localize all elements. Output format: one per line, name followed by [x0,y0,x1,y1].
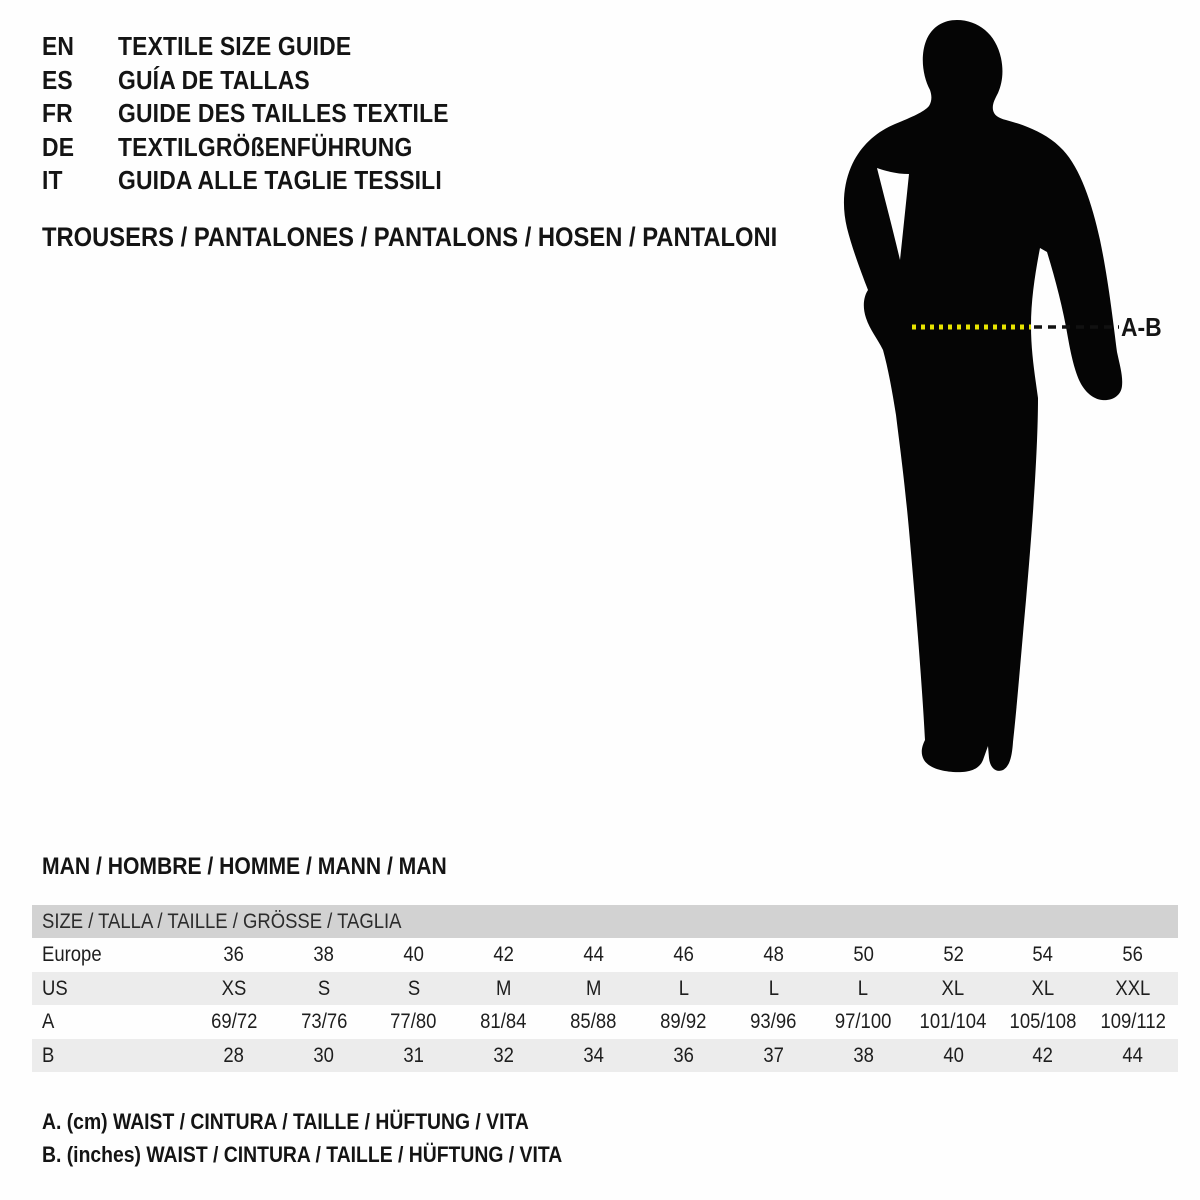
note-a-cm: A. (cm) WAIST / CINTURA / TAILLE / HÜFTUNG / VITA [42,1109,529,1134]
man-silhouette-path [844,20,1122,772]
note-b-inches: B. (inches) WAIST / CINTURA / TAILLE / HÜFTUNG / VITA [42,1141,563,1167]
language-block [42,30,494,198]
table-cell: M [495,976,512,1000]
language-row-fr [42,97,494,131]
table-cell: 97/100 [835,1010,892,1033]
language-code: FR [42,98,73,129]
table-cell: 32 [493,1043,514,1067]
table-cell: S [317,976,331,1000]
table-cell: 36 [673,1043,694,1067]
table-cell: 40 [403,943,425,966]
table-cell: XXL [1115,976,1151,1000]
language-code: EN [42,31,75,62]
table-cell: 40 [942,1043,964,1067]
table-cell: 56 [1122,943,1144,966]
table-cell: 34 [583,1043,604,1067]
guide-title: GUIDE DES TAILLES TEXTILE [118,98,449,129]
table-row-us [32,972,1178,1006]
table-cell: 38 [853,1043,874,1067]
table-cell: 36 [223,943,245,966]
table-cell: 69/72 [210,1010,258,1033]
size-table [32,905,1178,1072]
table-row-a-cm [32,1005,1178,1039]
table-cell: 42 [1032,1043,1054,1067]
table-cell: 30 [313,1043,335,1067]
table-cell: 48 [763,943,784,966]
size-table-header-text: SIZE / TALLA / TAILLE / GRÖSSE / TAGLIA [42,910,402,933]
table-cell: 52 [942,943,964,966]
table-cell: 73/76 [300,1010,347,1033]
row-label: A [42,1010,55,1033]
guide-title: GUIDA ALLE TAGLIE TESSILI [118,165,442,196]
table-cell: L [768,976,779,1000]
language-row-en [42,30,494,64]
guide-title: TEXTILE SIZE GUIDE [118,31,352,62]
row-label: Europe [42,943,102,966]
table-cell: L [858,976,869,1000]
table-cell: XL [1031,976,1055,1000]
table-cell: 44 [583,943,604,966]
language-code: DE [42,131,75,162]
language-row-es [42,64,494,98]
measure-label-text: A-B [1121,312,1162,342]
row-label: B [42,1043,55,1067]
table-cell: 85/88 [570,1010,617,1033]
table-cell: 81/84 [480,1010,527,1033]
category-title: TROUSERS / PANTALONES / PANTALONS / HOSEN / PANTALONI [42,222,778,252]
table-cell: 93/96 [750,1010,797,1033]
table-cell: 50 [853,943,874,966]
table-cell: 105/108 [1009,1010,1077,1033]
table-cell: 46 [673,943,694,966]
table-cell: L [678,976,689,1000]
table-cell: 109/112 [1100,1010,1166,1033]
table-row-b-inches [32,1039,1178,1073]
table-cell: M [585,976,602,1000]
guide-title: TEXTILGRÖßENFÜHRUNG [118,131,413,162]
language-code: IT [42,165,63,196]
language-row-de [42,131,494,165]
table-cell: 77/80 [390,1010,437,1033]
gender-title: MAN / HOMBRE / HOMME / MANN / MAN [42,853,447,880]
language-row-it [42,164,494,198]
table-cell: 54 [1032,943,1054,966]
guide-title: GUÍA DE TALLAS [118,64,310,95]
table-cell: 101/104 [919,1010,987,1033]
table-cell: 89/92 [660,1010,707,1033]
language-code: ES [42,64,73,95]
size-table-header-bar [32,905,1178,938]
measure-label-ab [1121,312,1167,343]
table-cell: S [407,976,420,1000]
table-cell: 44 [1122,1043,1144,1067]
row-label: US [42,976,68,1000]
table-cell: 38 [313,943,335,966]
table-cell: 31 [403,1043,425,1067]
table-cell: 28 [223,1043,245,1067]
table-row-europe [32,938,1178,972]
table-cell: 37 [763,1043,784,1067]
measurement-notes [42,1106,633,1171]
table-cell: XS [221,976,247,1000]
table-cell: 42 [493,943,514,966]
table-cell: XL [941,976,965,1000]
